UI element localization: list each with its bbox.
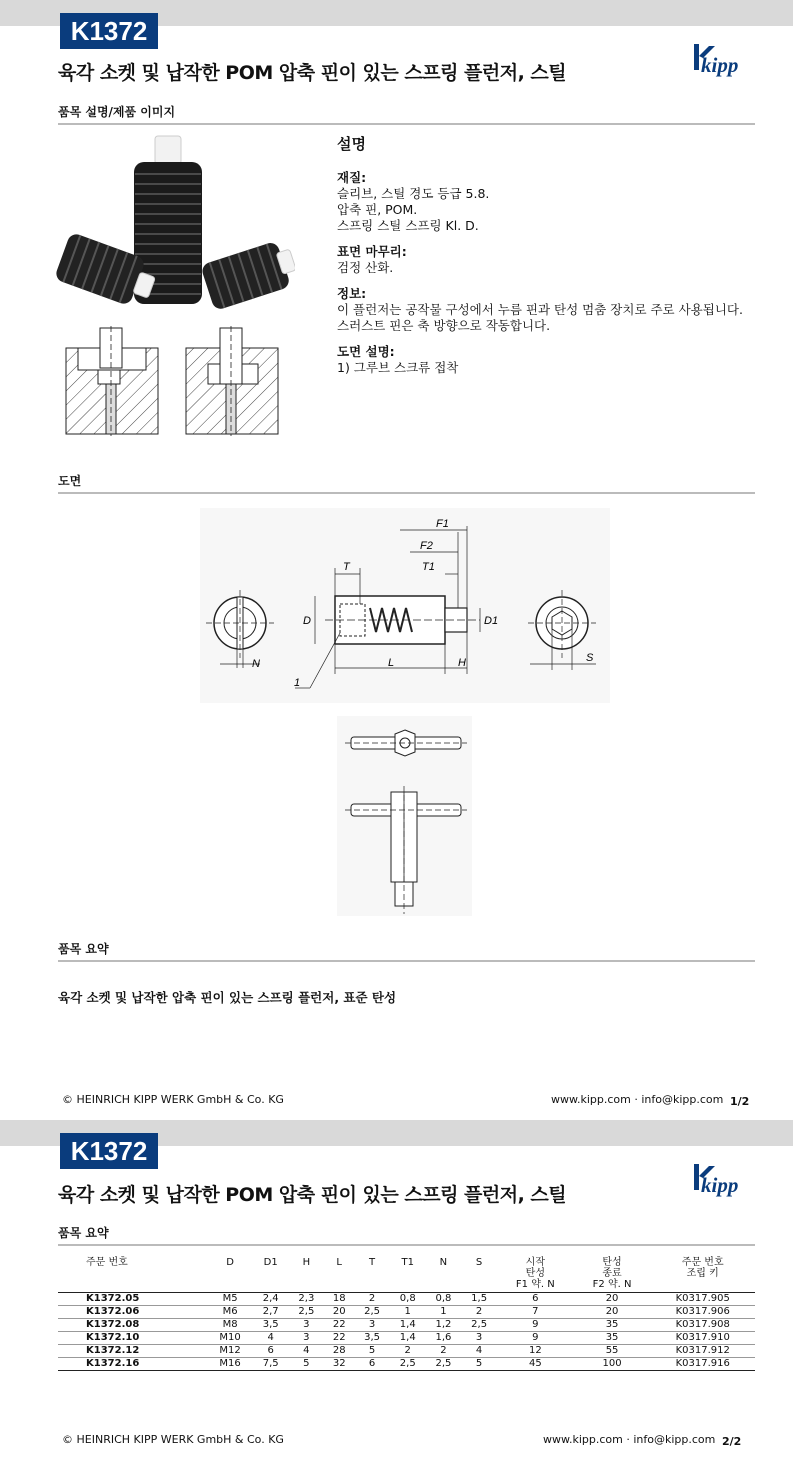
col-l: L: [324, 1257, 354, 1293]
product-code-tab: K1372: [60, 13, 158, 49]
col-order-number: 주문 번호: [58, 1257, 207, 1293]
table-cell: 6: [354, 1358, 390, 1371]
drawing-note-label: 도면 설명:: [337, 344, 395, 359]
table-cell: K0317.912: [650, 1345, 755, 1358]
col-s: S: [461, 1257, 497, 1293]
table-cell: 6: [253, 1345, 289, 1358]
svg-text:1: 1: [294, 677, 301, 689]
finish-block: [337, 244, 757, 276]
col-n: N: [426, 1257, 462, 1293]
order-number-cell: K1372.05: [58, 1293, 207, 1306]
table-cell: K0317.916: [650, 1358, 755, 1371]
table-cell: 32: [324, 1358, 354, 1371]
info-line: 이 플런저는 공작물 구성에서 누름 핀과 탄성 멈춤 장치로 주로 사용됩니다.: [337, 302, 743, 317]
spec-table-body: [58, 1293, 755, 1371]
table-cell: 2,4: [253, 1293, 289, 1306]
table-cell: 2,7: [253, 1306, 289, 1319]
material-line: 스프링 스틸 스프링 Kl. D.: [337, 218, 479, 233]
table-cell: 18: [324, 1293, 354, 1306]
table-cell: M6: [207, 1306, 252, 1319]
technical-drawing: [200, 508, 610, 703]
spec-table: [58, 1257, 755, 1371]
svg-text:kipp: kipp: [701, 53, 739, 77]
table-cell: K0317.908: [650, 1319, 755, 1332]
table-cell: 28: [324, 1345, 354, 1358]
svg-text:N: N: [252, 658, 260, 670]
table-cell: 3: [354, 1319, 390, 1332]
table-cell: 0,8: [426, 1293, 462, 1306]
table-cell: 1,2: [426, 1319, 462, 1332]
table-cell: 7: [497, 1306, 574, 1319]
table-cell: 2: [390, 1345, 426, 1358]
table-cell: 3,5: [253, 1319, 289, 1332]
col-t1: T1: [390, 1257, 426, 1293]
product-photo: [55, 134, 295, 314]
table-cell: 1,4: [390, 1332, 426, 1345]
footer-contact[interactable]: www.kipp.com · info@kipp.com: [543, 1433, 716, 1446]
table-cell: 20: [574, 1306, 651, 1319]
col-d1: D1: [253, 1257, 289, 1293]
table-cell: 1: [426, 1306, 462, 1319]
table-cell: K0317.905: [650, 1293, 755, 1306]
section-header-summary: 품목 요약: [58, 1224, 755, 1246]
table-cell: 2,5: [354, 1306, 390, 1319]
material-line: 슬리브, 스틸 경도 등급 5.8.: [337, 186, 490, 201]
table-row: [58, 1319, 755, 1332]
table-cell: 5: [354, 1345, 390, 1358]
finish-label: 표면 마무리:: [337, 244, 407, 259]
svg-text:H: H: [458, 657, 466, 669]
description-block: [337, 136, 757, 386]
table-cell: 22: [324, 1332, 354, 1345]
table-cell: 3: [461, 1332, 497, 1345]
table-cell: 1,5: [461, 1293, 497, 1306]
table-cell: 2: [354, 1293, 390, 1306]
page-title: 육각 소켓 및 납작한 POM 압축 핀이 있는 스프링 플런저, 스틸: [58, 1184, 567, 1206]
spec-table-header: [58, 1257, 755, 1293]
table-cell: 12: [497, 1345, 574, 1358]
plunger-right-icon: [200, 238, 295, 311]
order-number-cell: K1372.16: [58, 1358, 207, 1371]
svg-text:T: T: [343, 561, 350, 573]
table-cell: 1,4: [390, 1319, 426, 1332]
table-cell: 3: [289, 1319, 325, 1332]
page-title: 육각 소켓 및 납작한 POM 압축 핀이 있는 스프링 플런저, 스틸: [58, 62, 567, 84]
page-number: 1/2: [730, 1095, 750, 1108]
section-header-drawing: 도면: [58, 472, 755, 494]
section-header-description: 품목 설명/제품 이미지: [58, 103, 755, 125]
datasheet-page-2: [0, 1120, 793, 1457]
product-code-tab: K1372: [60, 1133, 158, 1169]
table-cell: 2,5: [426, 1358, 462, 1371]
order-number-cell: K1372.10: [58, 1332, 207, 1345]
footer-copyright: © HEINRICH KIPP WERK GmbH & Co. KG: [62, 1433, 284, 1446]
svg-text:T1: T1: [422, 561, 435, 573]
finish-line: 검정 산화.: [337, 260, 394, 275]
table-row: [58, 1358, 755, 1371]
table-cell: 2: [426, 1345, 462, 1358]
table-cell: M16: [207, 1358, 252, 1371]
installation-drawings: [60, 326, 290, 438]
order-number-cell: K1372.06: [58, 1306, 207, 1319]
installation-drawing-a: [66, 326, 158, 436]
table-cell: 6: [497, 1293, 574, 1306]
table-cell: M10: [207, 1332, 252, 1345]
page-number: 2/2: [722, 1435, 742, 1448]
order-number-cell: K1372.12: [58, 1345, 207, 1358]
col-spring-start: 시작 탄성 F1 약. N: [497, 1257, 574, 1293]
table-cell: M5: [207, 1293, 252, 1306]
table-cell: 5: [289, 1358, 325, 1371]
col-d: D: [207, 1257, 252, 1293]
svg-text:D: D: [303, 615, 311, 627]
table-cell: 45: [497, 1358, 574, 1371]
table-cell: 35: [574, 1319, 651, 1332]
description-heading: 설명: [337, 135, 366, 153]
col-assembly-key: 주문 번호 조립 키: [650, 1257, 755, 1293]
table-cell: 9: [497, 1332, 574, 1345]
table-cell: 35: [574, 1332, 651, 1345]
table-cell: M8: [207, 1319, 252, 1332]
order-number-cell: K1372.08: [58, 1319, 207, 1332]
summary-text: 육각 소켓 및 납작한 압축 핀이 있는 스프링 플런저, 표준 탄성: [58, 990, 397, 1005]
svg-text:kipp: kipp: [701, 1173, 739, 1197]
table-cell: 2,5: [461, 1319, 497, 1332]
table-cell: 2: [461, 1306, 497, 1319]
svg-text:F2: F2: [420, 540, 433, 552]
info-label: 정보:: [337, 286, 367, 301]
svg-text:F1: F1: [436, 518, 449, 530]
material-line: 압축 핀, POM.: [337, 202, 418, 217]
assembly-key-drawing: [337, 716, 472, 916]
svg-text:D1: D1: [484, 615, 499, 627]
drawing-note-line: 1) 그루브 스크류 접착: [337, 360, 459, 375]
installation-drawing-b: [186, 326, 278, 436]
col-spring-end: 탄성 종료 F2 약. N: [574, 1257, 651, 1293]
svg-text:S: S: [586, 652, 594, 664]
info-line: 스러스트 핀은 축 방향으로 작동합니다.: [337, 318, 551, 333]
table-cell: 4: [289, 1345, 325, 1358]
table-cell: K0317.906: [650, 1306, 755, 1319]
svg-text:L: L: [388, 657, 395, 669]
table-cell: 2,5: [289, 1306, 325, 1319]
col-h: H: [289, 1257, 325, 1293]
table-cell: 4: [461, 1345, 497, 1358]
material-block: [337, 170, 757, 234]
table-cell: 3,5: [354, 1332, 390, 1345]
table-cell: 1,6: [426, 1332, 462, 1345]
table-cell: 1: [390, 1306, 426, 1319]
table-row: [58, 1345, 755, 1358]
table-row: [58, 1306, 755, 1319]
table-row: [58, 1332, 755, 1345]
info-block: [337, 286, 757, 334]
table-row: [58, 1293, 755, 1306]
footer-copyright: © HEINRICH KIPP WERK GmbH & Co. KG: [62, 1093, 284, 1106]
table-cell: 20: [574, 1293, 651, 1306]
footer-contact[interactable]: www.kipp.com · info@kipp.com: [551, 1093, 724, 1106]
table-cell: 2,3: [289, 1293, 325, 1306]
table-cell: 2,5: [390, 1358, 426, 1371]
table-cell: M12: [207, 1345, 252, 1358]
kipp-logo: [691, 1162, 757, 1198]
table-cell: 3: [289, 1332, 325, 1345]
col-t: T: [354, 1257, 390, 1293]
table-cell: 0,8: [390, 1293, 426, 1306]
table-cell: 20: [324, 1306, 354, 1319]
table-cell: 5: [461, 1358, 497, 1371]
drawing-note-block: [337, 344, 757, 376]
table-cell: 22: [324, 1319, 354, 1332]
table-cell: K0317.910: [650, 1332, 755, 1345]
material-label: 재질:: [337, 170, 367, 185]
table-cell: 9: [497, 1319, 574, 1332]
table-cell: 55: [574, 1345, 651, 1358]
section-header-summary: 품목 요약: [58, 940, 755, 962]
table-cell: 100: [574, 1358, 651, 1371]
table-cell: 7,5: [253, 1358, 289, 1371]
table-cell: 4: [253, 1332, 289, 1345]
kipp-logo: [691, 42, 757, 78]
